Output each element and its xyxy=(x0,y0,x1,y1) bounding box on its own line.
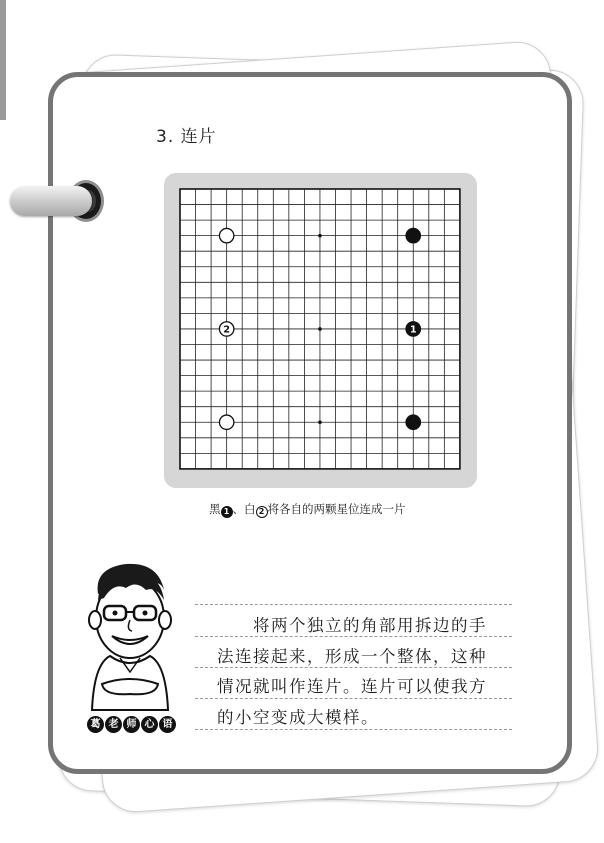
teacher-tip-text xyxy=(217,611,510,733)
dashed-divider xyxy=(195,604,512,605)
star-point xyxy=(318,327,322,331)
tip-line: 情况就叫作连片。连片可以使我方 xyxy=(217,677,487,696)
caption-text: 将各自的两颗星位连成一片 xyxy=(267,502,406,516)
stone-number: 2 xyxy=(223,324,230,336)
star-point xyxy=(318,234,322,238)
black-stone-marker: 1 xyxy=(221,506,233,518)
badge-char: 师 xyxy=(123,716,140,733)
binder-tab xyxy=(10,186,92,216)
stone-number: 1 xyxy=(409,324,417,336)
tip-line: 法连接起来，形成一个整体，这种 xyxy=(217,646,487,666)
board-caption xyxy=(209,501,406,518)
star-point xyxy=(318,420,322,424)
teacher-badge xyxy=(87,716,177,734)
white-stone-marker: 2 xyxy=(256,506,268,518)
badge-char: 语 xyxy=(159,716,176,733)
black-stone xyxy=(406,415,420,429)
badge-char: 葛 xyxy=(87,716,104,733)
go-board xyxy=(164,173,477,488)
caption-text: 黑 xyxy=(209,502,221,516)
black-stone xyxy=(406,228,420,242)
white-stone xyxy=(219,415,233,429)
badge-char: 心 xyxy=(141,716,158,733)
page-edge xyxy=(0,0,6,120)
white-stone xyxy=(219,228,233,242)
tip-line: 的小空变成大模样。 xyxy=(217,707,379,727)
badge-char: 老 xyxy=(105,716,122,733)
caption-text: 、白 xyxy=(232,502,256,516)
teacher-cartoon-icon xyxy=(80,560,180,720)
section-title: 3. 连片 xyxy=(156,127,217,147)
tip-line: 将两个独立的角部用拆边的手 xyxy=(253,616,487,635)
